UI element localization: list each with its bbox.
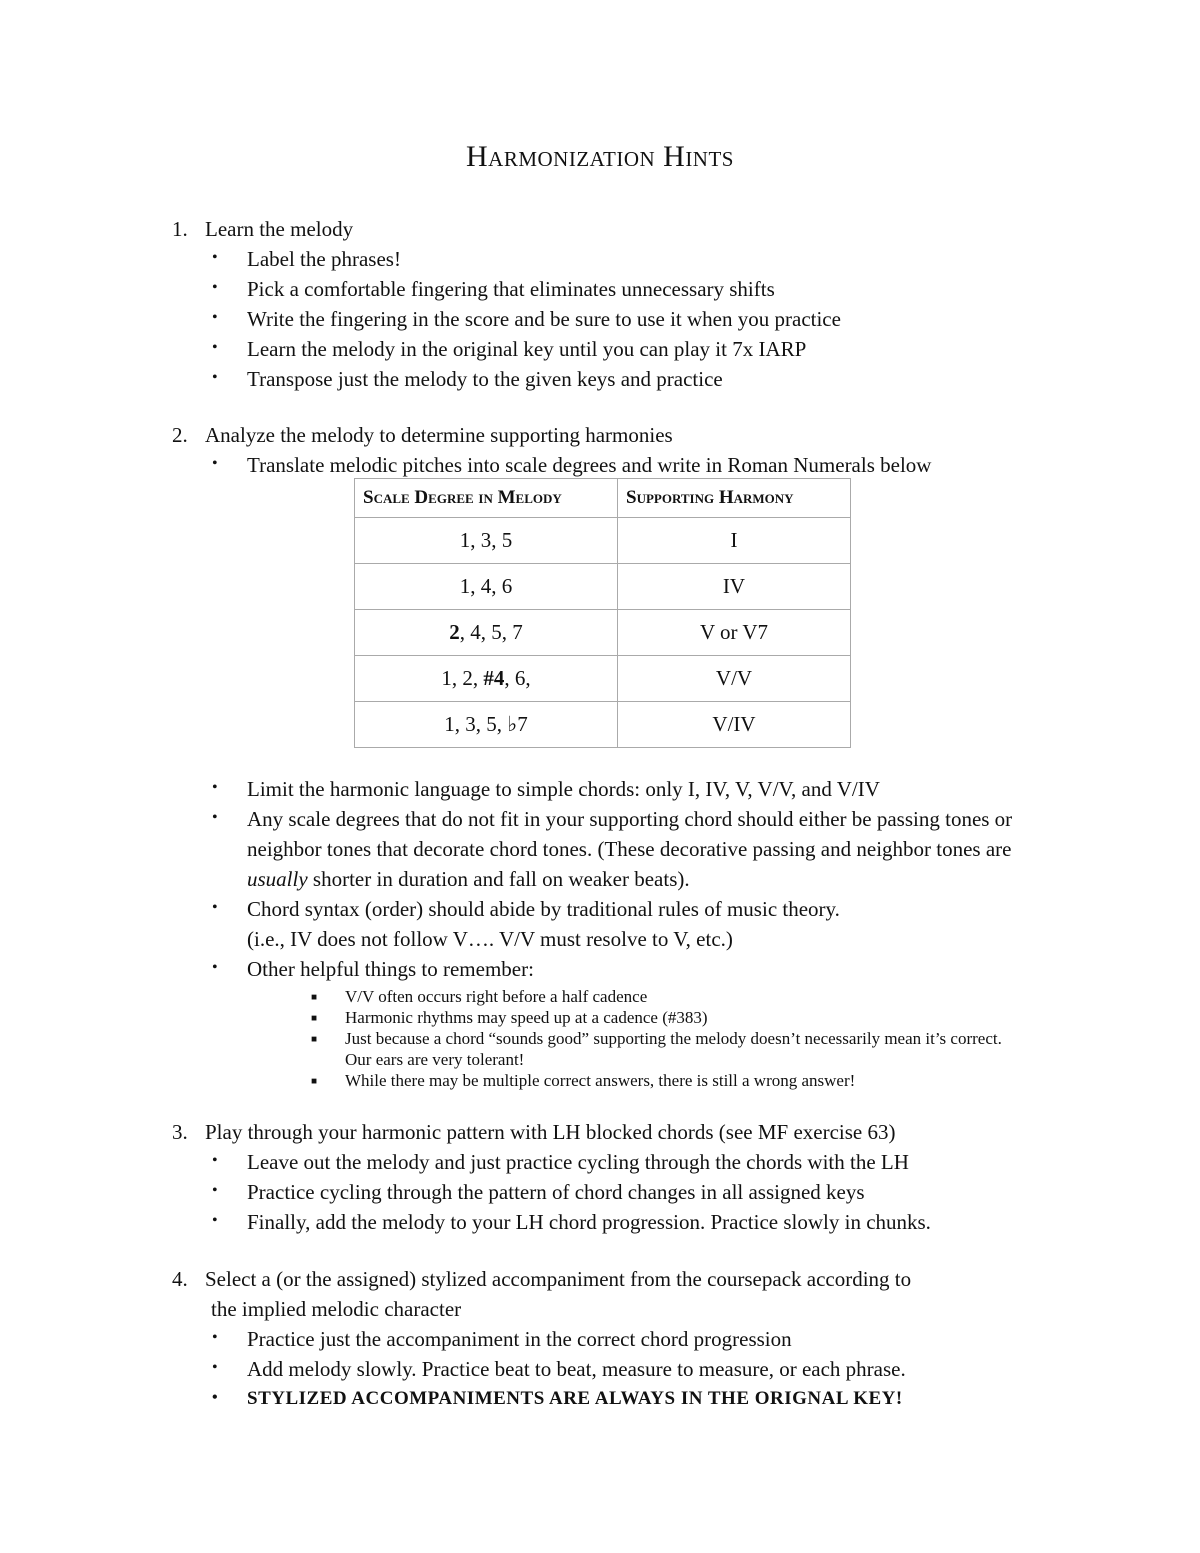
table-header-row <box>355 479 851 518</box>
list-item: • Add melody slowly. Practice beat to beat, measure to measure, or each phrase. <box>212 1357 906 1381</box>
section-2-continued <box>172 774 1052 1091</box>
list-item: • Transpose just the melody to the given keys and practice <box>212 367 723 391</box>
table-row <box>355 518 851 564</box>
list-item: • Finally, add the melody to your LH chord progression. Practice slowly in chunks. <box>212 1210 931 1234</box>
harmony-cell: V/V <box>618 656 851 702</box>
sub-list-item: ■ While there may be multiple correct answers, there is still a wrong answer! <box>311 1071 856 1090</box>
table-row <box>355 564 851 610</box>
scale-degree-cell: 1, 4, 6 <box>355 564 618 610</box>
sub-list-item: ■ V/V often occurs right before a half cadence <box>311 987 648 1006</box>
list-item: • Write the fingering in the score and be sure to use it when you practice <box>212 307 841 331</box>
scale-degree-cell: 1, 3, 5, ♭7 <box>355 702 618 748</box>
section-2 <box>172 420 1052 480</box>
section-heading: 4. Select a (or the assigned) stylized accompaniment from the coursepack according to the implied melodic character <box>172 1267 912 1321</box>
section-4 <box>172 1264 1052 1414</box>
harmony-table <box>354 478 851 748</box>
list-item: • Translate melodic pitches into scale degrees and write in Roman Numerals below <box>212 453 932 477</box>
list-item: • Pick a comfortable fingering that eliminates unnecessary shifts <box>212 277 775 301</box>
harmony-cell: V or V7 <box>618 610 851 656</box>
list-item: • Leave out the melody and just practice cycling through the chords with the LH <box>212 1150 909 1174</box>
table-row <box>355 610 851 656</box>
list-item: • Practice just the accompaniment in the correct chord progression <box>212 1327 792 1351</box>
list-item: • STYLIZED ACCOMPANIMENTS ARE ALWAYS IN THE ORIGNAL KEY! <box>212 1388 903 1409</box>
sub-list-item: ■ Just because a chord “sounds good” supporting the melody doesn’t necessarily mean it’s correct. Our ears are very tolerant! <box>311 1029 1002 1069</box>
section-heading: 1. Learn the melody <box>172 217 354 241</box>
list-item: • Practice cycling through the pattern of chord changes in all assigned keys <box>212 1180 865 1204</box>
column-header: Scale Degree in Melody <box>355 479 618 518</box>
column-header: Supporting Harmony <box>618 479 851 518</box>
scale-degree-cell: 1, 3, 5 <box>355 518 618 564</box>
harmony-cell: V/IV <box>618 702 851 748</box>
section-3 <box>172 1117 1052 1237</box>
list-item: • Limit the harmonic language to simple chords: only I, IV, V, V/V, and V/IV <box>212 777 880 801</box>
table-row <box>355 656 851 702</box>
harmony-cell: IV <box>618 564 851 610</box>
section-heading: 3. Play through your harmonic pattern with LH blocked chords (see MF exercise 63) <box>172 1120 896 1144</box>
page-title: Harmonization Hints <box>466 140 734 173</box>
table-row <box>355 702 851 748</box>
sub-list-item: ■ Harmonic rhythms may speed up at a cadence (#383) <box>311 1008 708 1027</box>
list-item: • Learn the melody in the original key until you can play it 7x IARP <box>212 337 807 361</box>
scale-degree-cell: 1, 2, #4, 6, <box>355 656 618 702</box>
section-heading: 2. Analyze the melody to determine supporting harmonies <box>172 423 673 447</box>
harmony-cell: I <box>618 518 851 564</box>
section-1 <box>172 214 1052 394</box>
scale-degree-cell: 2, 4, 5, 7 <box>355 610 618 656</box>
list-item: • Label the phrases! <box>212 247 401 271</box>
list-item: • Other helpful things to remember: <box>212 957 534 981</box>
list-item: • Chord syntax (order) should abide by traditional rules of music theory. (i.e., IV does not follow V…. V/V must resolve to V, etc.) <box>212 897 840 951</box>
list-item: • Any scale degrees that do not fit in your supporting chord should either be passing tones or neighbor tones that decorate chord tones. (These decorative passing and neighbor tones are usually shorter in duration and fall on weaker beats). <box>212 807 1013 891</box>
